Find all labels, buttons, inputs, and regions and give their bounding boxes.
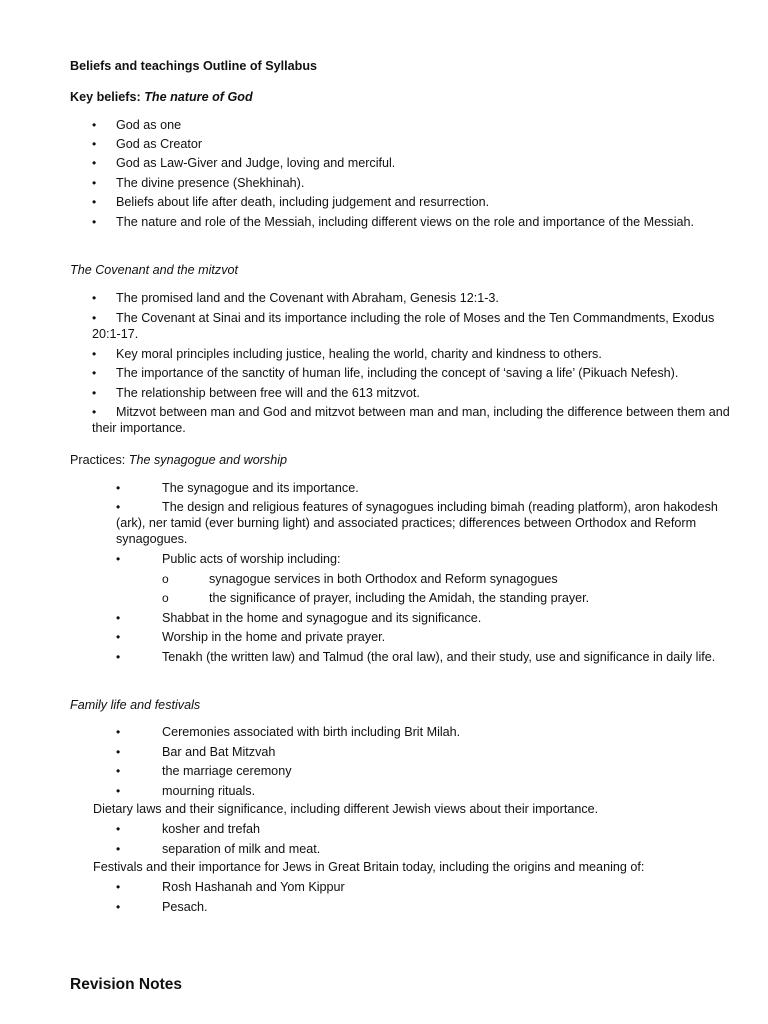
list-item: Bar and Bat Mitzvah (162, 745, 276, 759)
list-item: The divine presence (Shekhinah). (116, 176, 305, 190)
bullet-icon: • (92, 176, 97, 190)
list-item: separation of milk and meat. (162, 842, 321, 856)
bullet-icon: • (92, 118, 97, 132)
bullet-icon: • (116, 552, 121, 566)
list-item: the marriage ceremony (162, 764, 292, 778)
bullet-icon: • (116, 880, 121, 894)
list-item: The promised land and the Covenant with Abraham, Genesis 12:1-3. (116, 291, 499, 305)
bullet-icon: • (92, 347, 97, 361)
section-subtitle: The synagogue and worship (128, 453, 288, 467)
bullet-icon: • (116, 481, 121, 495)
bullet-icon: • (116, 900, 121, 914)
bullet-icon: • (116, 745, 121, 759)
list-item: Ceremonies associated with birth including Brit Milah. (162, 725, 461, 739)
bullet-icon: • (116, 784, 121, 798)
list-item: God as one (116, 118, 182, 132)
sub-bullet-icon: o (162, 572, 169, 586)
bullet-icon: • (92, 215, 97, 229)
section-heading-family: Family life and festivals (70, 698, 201, 712)
section-subtitle: The nature of God (144, 90, 253, 104)
list-item: Beliefs about life after death, including judgement and resurrection. (116, 195, 490, 209)
list-item: Key moral principles including justice, healing the world, charity and kindness to others. (116, 347, 602, 361)
dietary-intro: Dietary laws and their significance, including different Jewish views about their importance. (93, 802, 599, 816)
list-item: The synagogue and its importance. (162, 481, 359, 495)
section-heading-covenant: The Covenant and the mitzvot (70, 263, 239, 277)
bullet-icon: • (92, 156, 97, 170)
bullet-icon: • (116, 725, 121, 739)
bullet-icon: • (92, 137, 97, 151)
list-item: Tenakh (the written law) and Talmud (the oral law), and their study, use and significance in daily life. (162, 650, 716, 664)
list-item: Pesach. (162, 900, 208, 914)
bullet-icon: • (92, 405, 97, 419)
list-item: The relationship between free will and the 613 mitzvot. (116, 386, 420, 400)
list-item: Worship in the home and private prayer. (162, 630, 386, 644)
list-item: The Covenant at Sinai and its importance including the role of Moses and the Ten Commandments, Exodus 20:1-17. (92, 311, 715, 341)
sub-list-item: the significance of prayer, including the Amidah, the standing prayer. (209, 591, 590, 605)
list-item: Mitzvot between man and God and mitzvot between man and man, including the difference between them and their importance. (92, 405, 730, 435)
bullet-icon: • (116, 764, 121, 778)
list-item: The importance of the sanctity of human life, including the concept of ‘saving a life’ (Pikuach Nefesh). (116, 366, 679, 380)
section-label: Key beliefs: (70, 90, 145, 104)
list-item: The design and religious features of synagogues including bimah (reading platform), aron hakodesh (ark), ner tamid (ever burning light) and associated practices; differences between Orthodox and Reform synagogues. (116, 500, 718, 546)
section-heading-key-beliefs (70, 89, 253, 105)
list-item: The nature and role of the Messiah, including different views on the role and importance of the Messiah. (116, 215, 695, 229)
bullet-icon: • (116, 842, 121, 856)
bullet-icon: • (116, 630, 121, 644)
section-label: Practices: (70, 453, 129, 467)
bullet-icon: • (92, 291, 97, 305)
sub-list-item: synagogue services in both Orthodox and Reform synagogues (209, 572, 558, 586)
list-item: kosher and trefah (162, 822, 261, 836)
bullet-icon: • (92, 311, 97, 325)
bullet-icon: • (116, 822, 121, 836)
section-heading-practices (70, 452, 287, 468)
list-item: Shabbat in the home and synagogue and its significance. (162, 611, 482, 625)
bullet-icon: • (116, 611, 121, 625)
bullet-icon: • (92, 366, 97, 380)
bullet-icon: • (116, 500, 121, 514)
revision-notes-heading: Revision Notes (70, 976, 182, 993)
bullet-icon: • (116, 650, 121, 664)
festivals-intro: Festivals and their importance for Jews in Great Britain today, including the origins and meaning of: (93, 860, 645, 874)
list-item: God as Creator (116, 137, 203, 151)
bullet-icon: • (92, 386, 97, 400)
list-item: Rosh Hashanah and Yom Kippur (162, 880, 345, 894)
document-heading: Beliefs and teachings Outline of Syllabus (70, 59, 318, 73)
sub-bullet-icon: o (162, 591, 169, 605)
list-item: Public acts of worship including: (162, 552, 341, 566)
bullet-icon: • (92, 195, 97, 209)
list-item: mourning rituals. (162, 784, 256, 798)
list-item: God as Law-Giver and Judge, loving and merciful. (116, 156, 396, 170)
